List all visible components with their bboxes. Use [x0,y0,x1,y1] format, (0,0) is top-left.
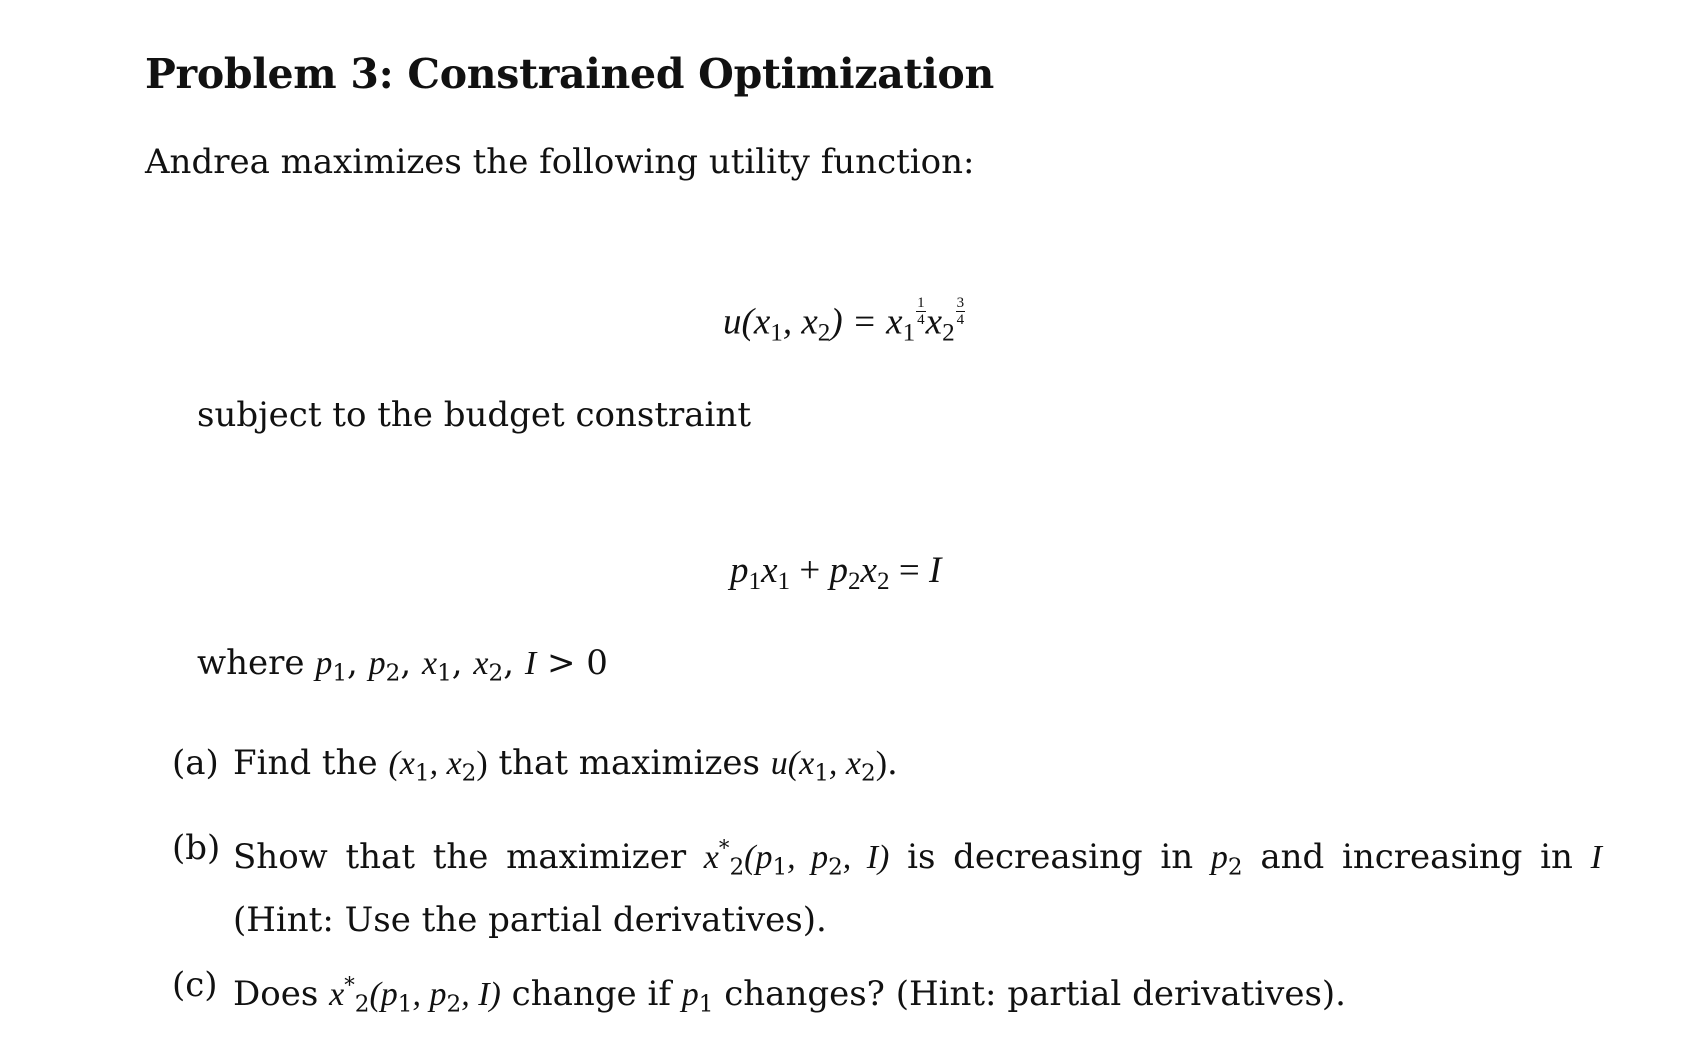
qb-math-5: p [1210,839,1228,877]
qc-text-2: change if [500,974,682,1015]
qc-math-4: , I) [461,976,501,1014]
qb-text-2: is decreasing in [889,837,1211,878]
qb-sub-3: 2 [828,854,843,881]
qc-sup-1: * [344,972,355,997]
qa-math-1: (x [388,745,415,782]
qb-math-3: , p [787,839,829,877]
utility-lhs: u(x [723,301,771,343]
budget-p2: p [829,550,848,591]
qc-sub-1: 2 [354,991,370,1018]
qa-sub-3: 1 [814,760,829,787]
where-condition: > 0 [536,643,608,683]
question-b-body [233,822,1602,946]
where-sep-3: , [451,643,474,683]
qb-sup-1: * [718,835,730,860]
budget-equals: = [889,550,929,591]
qb-math-6: I [1590,839,1602,877]
budget-plus: + [790,550,830,591]
utility-rhs-sub1: 1 [902,319,916,347]
where-sep-2: , [400,643,422,683]
question-c-body [233,959,1602,1031]
qa-sub-4: 2 [860,760,876,787]
utility-lhs-close: ) = x [830,301,903,343]
question-c [172,959,1602,1031]
qa-sub-1: 1 [414,760,430,787]
where-p2-sub: 2 [385,660,401,687]
qc-math-5: p [681,976,699,1014]
where-x1: x [421,645,438,682]
question-a-body [233,737,1602,799]
qc-text-1: Does [233,974,330,1015]
qb-math-1: x [703,839,719,877]
question-a [172,737,1602,799]
qa-sub-2: 2 [461,760,477,787]
exponent-1-denominator: 4 [917,312,925,328]
budget-p1: p [730,550,749,591]
budget-p2-sub: 2 [847,568,861,596]
budget-x1: x [761,550,778,591]
qa-math-2: , x [429,745,462,782]
utility-lhs-mid: , x [782,301,818,343]
exponent-2-numerator: 3 [956,295,965,311]
qa-text-2: that maximizes [487,743,771,783]
qa-text-1: Find the [233,743,389,783]
where-x2-sub: 2 [488,660,504,687]
intro-text: Andrea maximizes the following utility function: [145,142,975,182]
qb-text-1: Show that the maximizer [233,837,704,878]
qb-sub-2: 1 [772,854,788,881]
question-c-label: (c) [172,965,218,1005]
budget-p1-sub: 1 [748,568,762,596]
qa-math-5: , x [828,745,861,782]
qc-math-2: (p [369,976,398,1014]
where-label: where [197,643,316,683]
where-sep-1: , [347,643,369,683]
budget-equation [730,549,941,596]
budget-x2-sub: 2 [876,568,890,596]
utility-exponent-1 [916,295,926,328]
qc-sub-4: 1 [698,991,714,1018]
qc-math-1: x [329,976,345,1014]
where-x2: x [473,645,489,682]
qa-math-3: ) [476,745,488,782]
budget-income: I [928,550,942,591]
qa-math-4: u(x [770,745,815,782]
utility-equation [723,295,965,347]
where-p1-sub: 1 [332,660,348,687]
subject-text: subject to the budget constraint [197,395,751,435]
utility-lhs-sub1: 1 [770,319,783,347]
where-sep-4: , [503,643,525,683]
utility-rhs-var2: x [925,301,943,343]
qc-math-3: , p [412,976,447,1014]
qb-sub-1: 2 [729,854,745,881]
question-b-label: (b) [172,828,221,868]
utility-rhs-sub2: 2 [942,319,955,347]
question-a-label: (a) [172,743,219,783]
question-b [172,822,1602,946]
qc-sub-2: 1 [397,991,413,1018]
qb-text-3: and increasing in [1242,837,1591,878]
where-p2: p [368,645,386,682]
qb-sub-4: 2 [1227,854,1243,881]
where-line [197,643,608,686]
problem-title: Problem 3: Constrained Optimization [145,50,994,98]
qb-text-4: (Hint: Use the partial derivatives). [233,899,827,940]
where-income: I [524,645,537,682]
qc-text-3: changes? (Hint: partial derivatives). [713,974,1346,1015]
qb-math-4: , I) [842,839,890,877]
utility-exponent-2 [956,295,966,328]
exponent-1-numerator: 1 [917,295,925,311]
utility-lhs-sub2: 2 [817,319,831,347]
where-x1-sub: 1 [437,660,452,687]
budget-x2: x [860,550,877,591]
qa-text-3: . [887,743,898,783]
exponent-2-denominator: 4 [956,312,965,328]
where-p1: p [315,645,333,682]
qa-math-6: ) [875,745,888,782]
qb-math-2: (p [744,839,773,877]
qc-sub-3: 2 [446,991,462,1018]
budget-x1-sub: 1 [777,568,791,596]
